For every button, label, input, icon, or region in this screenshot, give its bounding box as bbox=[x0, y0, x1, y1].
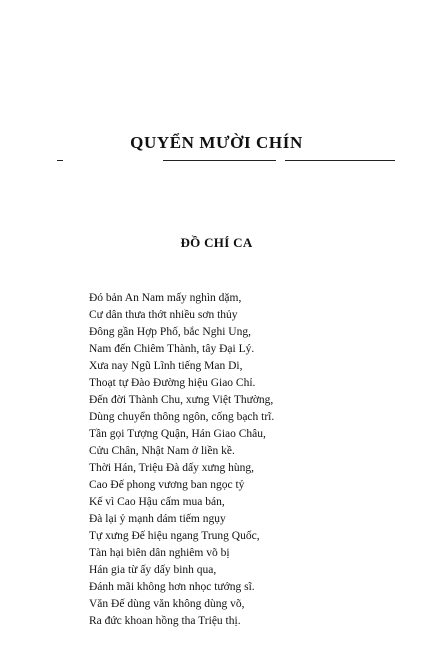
divider-rule bbox=[57, 160, 63, 161]
poem-line: Cư dân thưa thớt nhiều sơn thủy bbox=[89, 309, 238, 321]
poem-line: Hán gia từ ấy dấy binh qua, bbox=[89, 564, 217, 576]
poem-line: Ra đức khoan hồng tha Triệu thị. bbox=[89, 615, 241, 627]
divider-rule bbox=[285, 160, 395, 161]
poem-line: Đông gần Hợp Phố, bắc Nghi Ung, bbox=[89, 326, 251, 338]
poem-line: Đánh mãi không hơn nhọc tướng sĩ. bbox=[89, 581, 255, 593]
divider-rule bbox=[163, 160, 276, 161]
poem-line: Cửu Chân, Nhật Nam ở liền kề. bbox=[89, 445, 235, 457]
poem-line: Đà lại ỷ mạnh dám tiếm ngụy bbox=[89, 513, 226, 525]
poem-line: Cao Đế phong vương ban ngọc tỷ bbox=[89, 479, 245, 491]
poem-line: Đến đời Thành Chu, xưng Việt Thường, bbox=[89, 394, 274, 406]
poem-lines bbox=[89, 290, 409, 630]
poem-line: Tự xưng Đế hiệu ngang Trung Quốc, bbox=[89, 530, 260, 542]
poem-line: Đó bản An Nam mấy nghìn dặm, bbox=[89, 292, 242, 304]
chapter-title: QUYỂN MƯỜI CHÍN bbox=[130, 133, 303, 152]
poem-line: Dùng chuyển thông ngôn, cống bạch trĩ. bbox=[89, 411, 275, 423]
poem-line: Nam đến Chiêm Thành, tây Đại Lý. bbox=[89, 343, 255, 355]
poem-line: Tàn hại biên dân nghiêm võ bị bbox=[89, 547, 230, 559]
poem-line: Kế vì Cao Hậu cấm mua bán, bbox=[89, 496, 225, 508]
poem-line: Văn Đế dùng văn không dùng võ, bbox=[89, 598, 245, 610]
section-title: ĐỒ CHÍ CA bbox=[180, 235, 253, 250]
poem-line: Xưa nay Ngũ Lĩnh tiếng Man Di, bbox=[89, 360, 243, 372]
poem-line: Thoạt tự Đào Đường hiệu Giao Chỉ. bbox=[89, 377, 256, 389]
poem-line: Tần gọi Tượng Quận, Hán Giao Châu, bbox=[89, 428, 266, 440]
poem-line: Thời Hán, Triệu Đà dấy xưng hùng, bbox=[89, 462, 254, 474]
